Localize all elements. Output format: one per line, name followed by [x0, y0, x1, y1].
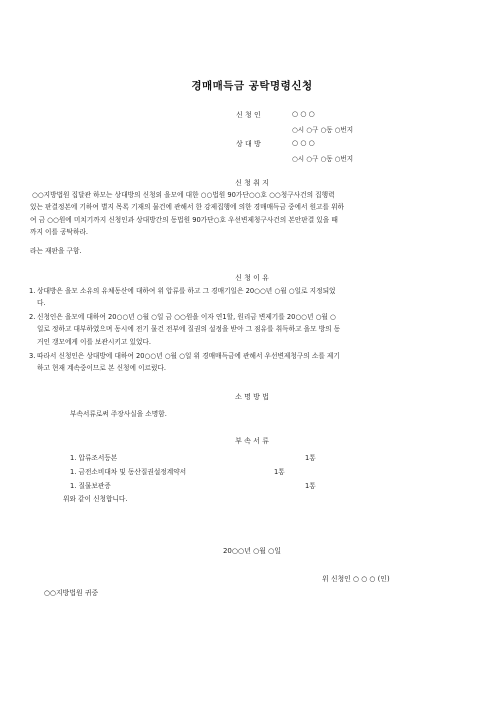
proof-text: 부속서류로써 주장사실을 소명함. — [70, 410, 167, 418]
reason-number: 3. — [29, 352, 36, 360]
purpose-body — [30, 189, 478, 238]
attachment-count: 1통 — [305, 454, 316, 462]
applicant-address: ○시 ○구 ○동 ○번지 — [292, 126, 354, 134]
respondent-name: ○ ○ ○ — [292, 139, 315, 147]
court-addressee: ○○지방법원 귀중 — [44, 589, 99, 597]
reason-line: 일로 정하고 대부하였으며 동시에 전기 물건 전부에 질권의 설정을 받아 그 점유를 취득하고 을모 방의 동 — [37, 325, 341, 334]
proof-heading: 소 명 방 법 — [235, 393, 269, 401]
purpose-line: ○○지방법원 집달관 하모는 상대방의 신청외 을모에 대한 ○○법원 90가단○○호 ○○청구사건의 집행력 — [32, 191, 335, 199]
reason-line: 상대방은 을모 소유의 유체동산에 대하여 위 압류를 하고 그 경매기일은 20○○년 ○월 ○일로 지정되었 — [37, 287, 336, 295]
applicant-label: 신 청 인 — [236, 111, 261, 119]
attachment-name: 1. 금전소비대차 및 동산질권설정계약서 — [70, 468, 187, 476]
attachment-count: 1통 — [274, 468, 285, 476]
attachment-name: 1. 질물보관증 — [70, 482, 111, 490]
purpose-closing: 라는 재판을 구함. — [30, 247, 82, 255]
purpose-heading: 신 청 취 지 — [235, 179, 269, 187]
reason-item-3 — [29, 350, 477, 375]
purpose-line: 여 금 ○○원에 미치기까지 신청인과 상대방간의 동법원 90가단○호 우선변제청구사건의 본안판결 있을 때 — [30, 215, 338, 224]
reason-line: 신청인은 을모에 대하여 20○○년 ○월 ○일 금 ○○원을 이자 연1할, 원리금 변제기를 20○○년 ○월 ○ — [37, 313, 336, 321]
document-title: 경매매득금 공탁명령신청 — [191, 80, 313, 92]
reason-item-2 — [29, 311, 477, 348]
purpose-line: 있는 판결정본에 기하여 별지 목록 기재의 물건에 관해서 한 강제집행에 의한 경매매득금 중에서 원고를 위하 — [30, 203, 345, 212]
applicant-name: ○ ○ ○ — [292, 110, 315, 118]
attachment-count: 1통 — [305, 482, 316, 490]
reason-number: 1. — [29, 287, 36, 295]
reason-line: 따라서 신청인은 상대방에 대하여 20○○년 ○월 ○일 위 경매매득금에 관해서 우선변제청구의 소를 제기 — [37, 352, 340, 360]
attachment-name: 1. 압류조서등본 — [70, 454, 118, 462]
reason-line: 하고 현재 계속중이므로 본 신청에 이르렀다. — [37, 364, 167, 373]
reason-line: 다. — [37, 299, 46, 308]
attachments-closing: 위와 같이 신청합니다. — [63, 495, 128, 503]
reason-line: 거인 갱모에게 이를 보관시키고 있었다. — [37, 337, 151, 346]
respondent-label: 상 대 방 — [236, 140, 261, 148]
attachments-heading: 부 속 서 류 — [235, 437, 269, 445]
purpose-line: 까지 이를 공탁하라. — [30, 227, 89, 236]
respondent-address: ○시 ○구 ○동 ○번지 — [292, 155, 354, 163]
signature-line: 위 신청인 ○ ○ ○ (인) — [322, 575, 390, 583]
reasons-heading: 신 청 이 유 — [235, 274, 269, 282]
reason-item-1 — [29, 285, 477, 310]
reason-number: 2. — [29, 313, 36, 321]
application-date: 20○○년 ○월 ○일 — [222, 547, 282, 555]
